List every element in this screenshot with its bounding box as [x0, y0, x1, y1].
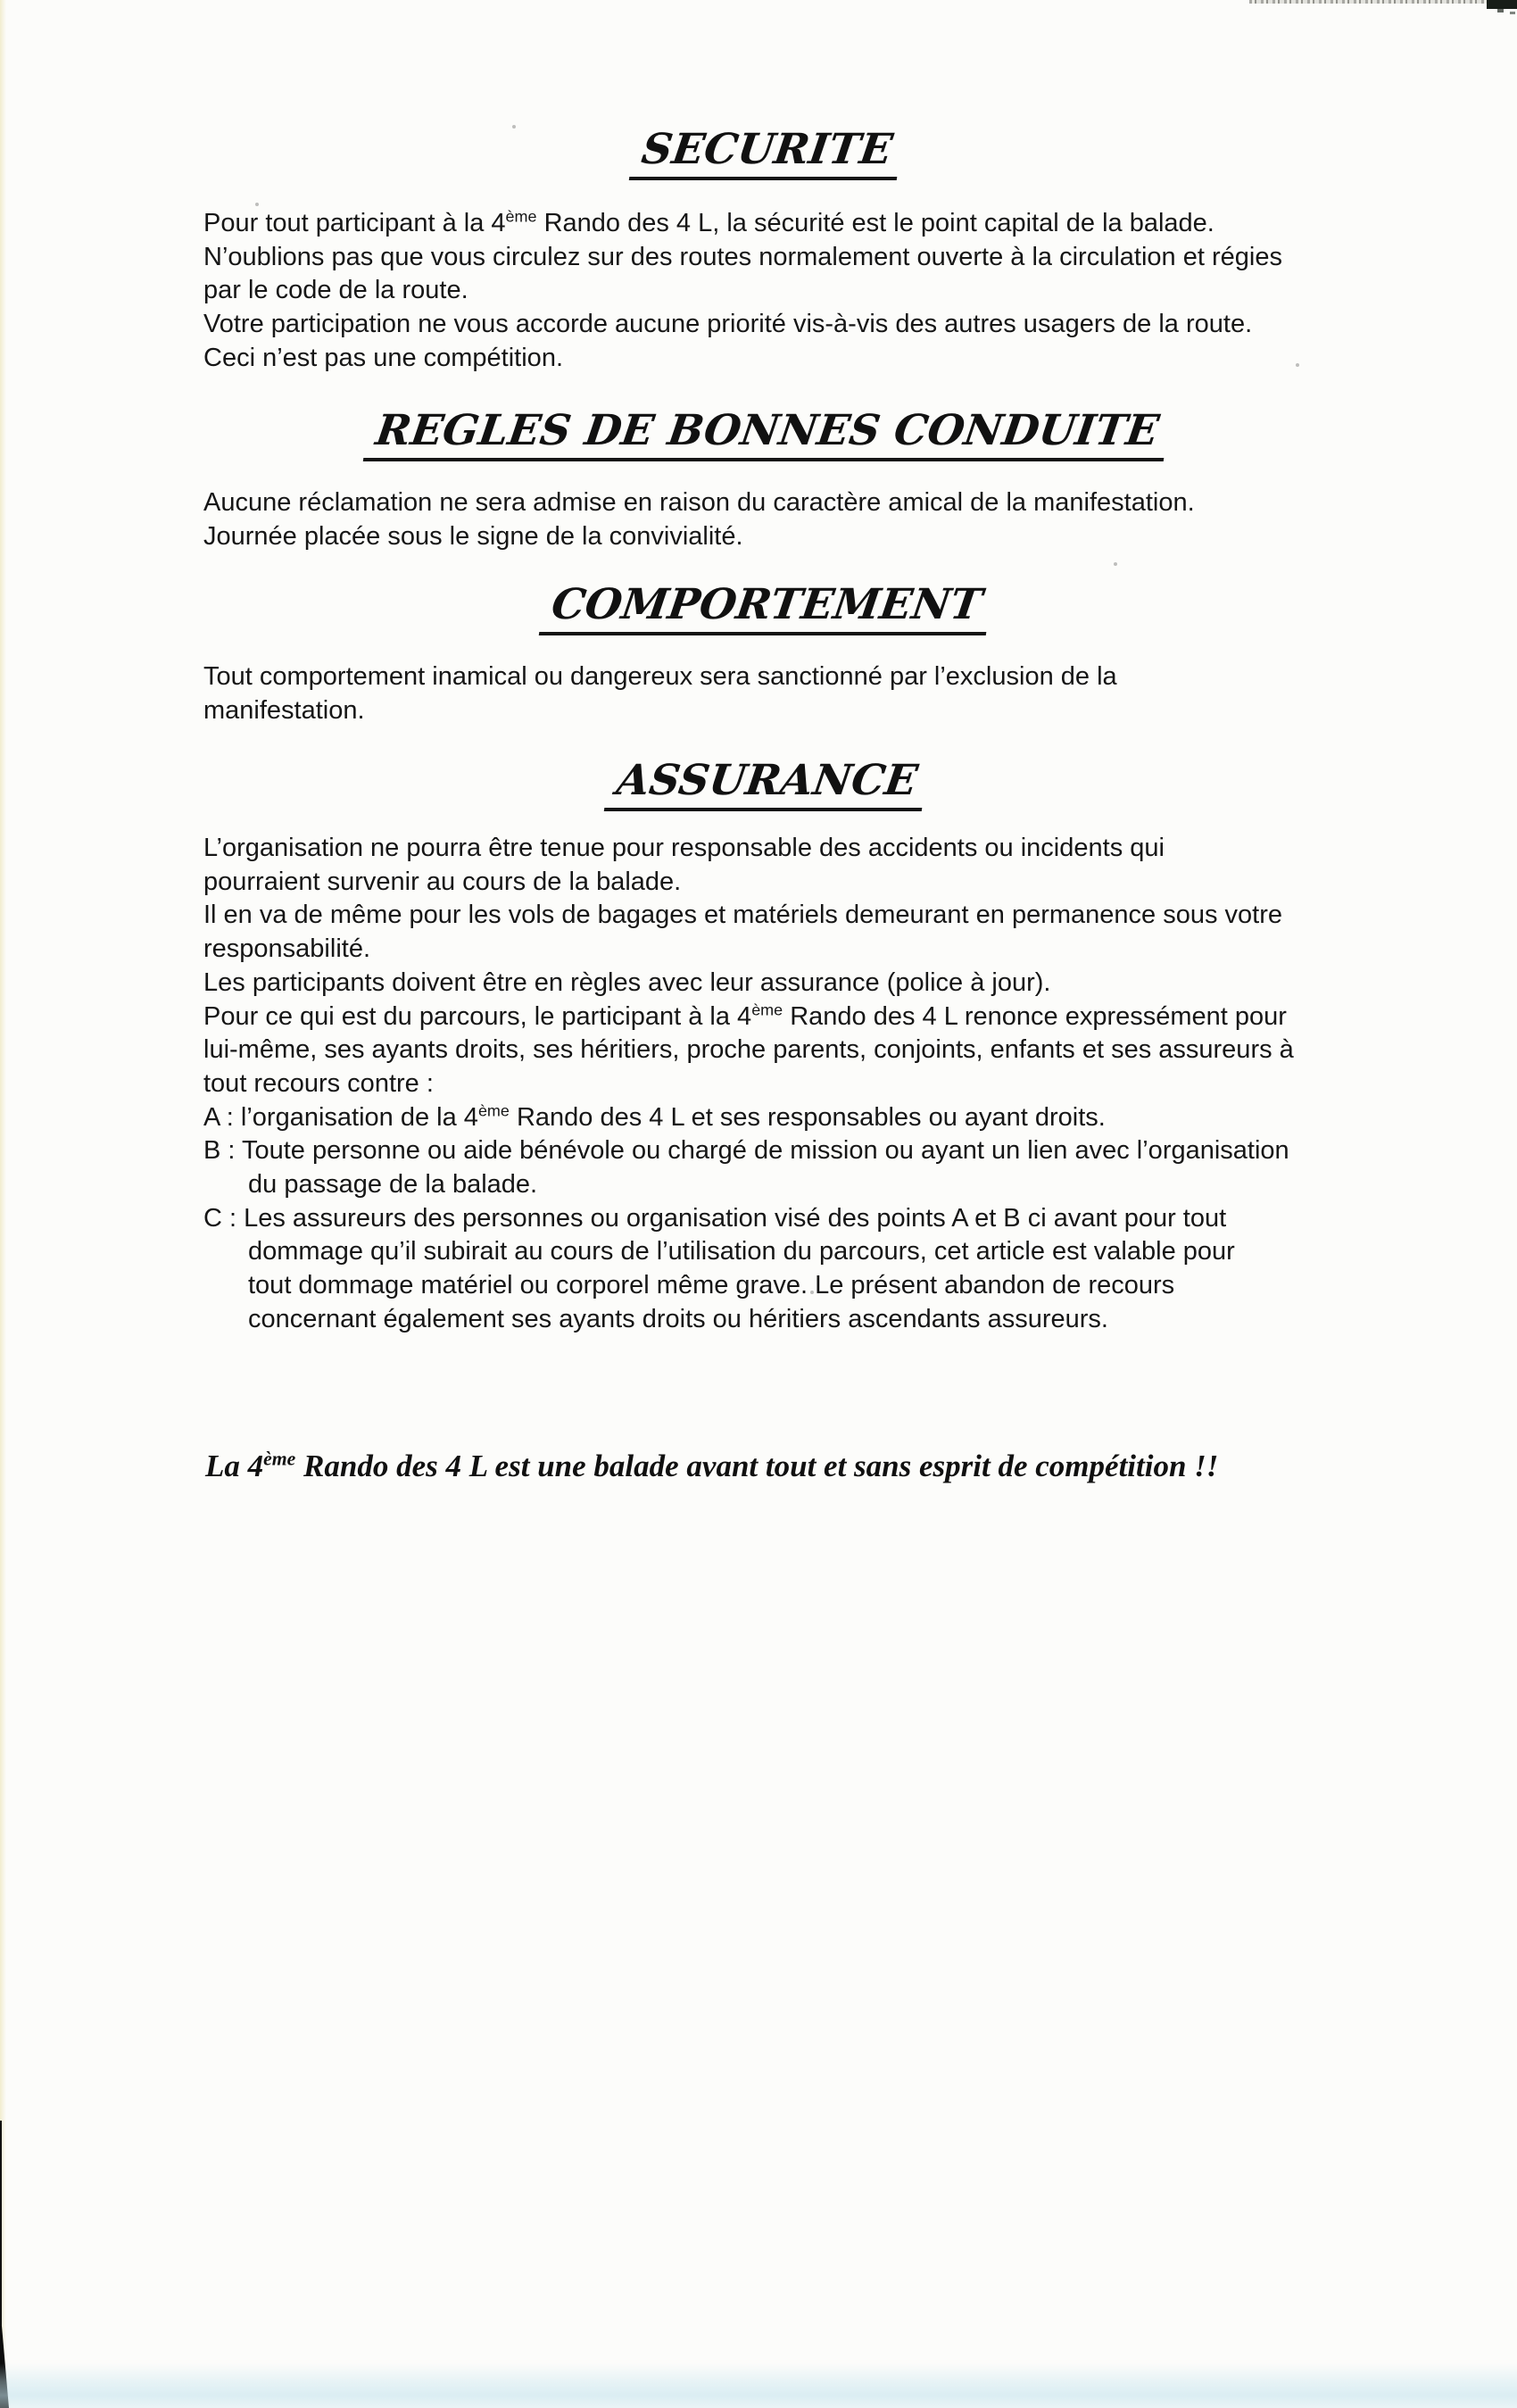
superscript: ème	[477, 1100, 510, 1119]
text-line: dommage qu’il subirait au cours de l’utilisation du parcours, cet article est valable pour	[248, 1237, 1235, 1266]
text-line: responsabilité.	[203, 934, 370, 964]
text-line: Votre participation ne vous accorde aucune priorité vis-à-vis des autres usagers de la route.	[203, 310, 1253, 339]
section-heading-comportement: COMPORTEMENT	[539, 582, 994, 635]
superscript: ème	[505, 207, 537, 226]
text-line: pourraient survenir au cours de la balade.	[203, 867, 682, 896]
section-body-comportement	[203, 660, 1333, 727]
scan-speck	[1114, 562, 1117, 566]
text-line: Pour ce qui est du parcours, le participant à la 4ème Rando des 4 L renonce expressément pour	[203, 1000, 1287, 1031]
text-line: manifestation.	[203, 695, 365, 725]
section-heading-regles: REGLES DE BONNES CONDUITE	[363, 408, 1171, 461]
text-line: N’oublions pas que vous circulez sur des routes normalement ouverte à la circulation et régies	[203, 242, 1282, 271]
text-line: Ceci n’est pas une compétition.	[203, 343, 563, 372]
text-line: C : Les assureurs des personnes ou organisation visé des points A et B ci avant pour tout	[203, 1203, 1227, 1233]
text-line: lui-même, ses ayants droits, ses héritiers, proche parents, conjoints, enfants et ses assureurs à	[203, 1035, 1294, 1065]
section-heading-securite: SECURITE	[629, 127, 904, 180]
section-heading-assurance: ASSURANCE	[604, 758, 929, 811]
section-body-regles	[203, 486, 1333, 553]
superscript: ème	[751, 1000, 783, 1018]
section-heading-row	[203, 758, 1330, 811]
section-heading-row	[203, 582, 1330, 635]
text-line: A : l’organisation de la 4ème Rando des 4 L et ses responsables ou ayant droits.	[203, 1100, 1106, 1132]
section-body-assurance	[203, 832, 1333, 1337]
section-body-securite	[203, 207, 1333, 376]
text-line: Il en va de même pour les vols de bagages et matériels demeurant en permanence sous votre	[203, 901, 1283, 930]
section-heading-row	[203, 408, 1330, 461]
text-line: Journée placée sous le signe de la convivialité.	[203, 521, 743, 551]
text-line: L’organisation ne pourra être tenue pour responsable des accidents ou incidents qui	[203, 834, 1165, 862]
text-line: La 4ème Rando des 4 L est une balade avant tout et sans esprit de compétition !!	[205, 1448, 1219, 1483]
text-line: Tout comportement inamical ou dangereux sera sanctionné par l’exclusion de la	[203, 662, 1117, 691]
text-line: du passage de la balade.	[248, 1170, 538, 1200]
scan-artifact-corner-dot	[1497, 9, 1504, 12]
text-line: tout recours contre :	[203, 1068, 434, 1098]
text-line: Pour tout participant à la 4ème Rando des 4 L, la sécurité est le point capital de la balade.	[203, 207, 1214, 237]
section-heading-row	[203, 127, 1330, 180]
text-line: B : Toute personne ou aide bénévole ou chargé de mission ou ayant un lien avec l’organisation	[203, 1136, 1289, 1166]
scan-artifact-bottom-band	[0, 2363, 1517, 2408]
superscript: ème	[263, 1448, 296, 1470]
scan-speck	[255, 203, 259, 206]
text-line: par le code de la route.	[203, 276, 468, 305]
text-line: tout dommage matériel ou corporel même grave. Le présent abandon de recours	[248, 1271, 1175, 1300]
text-line: Aucune réclamation ne sera admise en raison du caractère amical de la manifestation.	[203, 488, 1195, 517]
scan-artifact-left-edge	[0, 0, 6, 2408]
scan-artifact-corner-dot	[1510, 12, 1515, 14]
closing-statement	[205, 1448, 1365, 1485]
scan-artifact-top-speckle	[1249, 0, 1487, 4]
text-line: Les participants doivent être en règles avec leur assurance (police à jour).	[203, 967, 1051, 997]
text-line: concernant également ses ayants droits ou héritiers ascendants assureurs.	[248, 1304, 1108, 1333]
scan-artifact-corner-block	[1487, 0, 1517, 9]
